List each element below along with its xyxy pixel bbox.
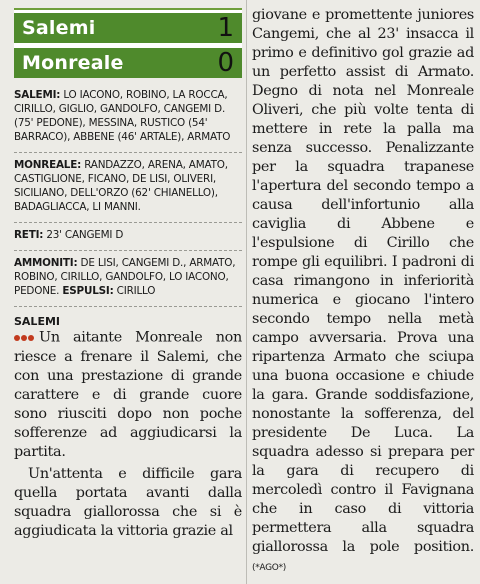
article-section-title: SALEMI xyxy=(14,315,60,328)
home-team-goals: 1 xyxy=(217,13,234,43)
salemi-lineup-label: SALEMI: xyxy=(14,89,61,101)
lineups xyxy=(14,88,242,307)
goals-line xyxy=(14,228,242,242)
sent-off-value: CIRILLO xyxy=(116,285,156,297)
article-paragraph-3-text: giovane e promettente juniores Cangemi, che al 23' insacca il primo e definitivo gol grazie ad un perfetto assist di Armato. Degno di nota nel Monreale Oliveri, che più volte tenta di mettere in rete la palla ma senza successo. Penalizzante per la squadra trapanese l'apertura del secondo tempo a causa dell'infortunio alla caviglia di Abbene e l'espulsione di Cirillo che rompe gli equilibri. I padroni di casa rimangono in inferiorità numerica e giocano l'intero secondo tempo nella metà campo avversaria. Prova una ripartenza Armato che sciupa una buona occasione e chiude la gara. Grande soddisfazione, nonostante la sofferenza, del presidente De Luca. La squadra adesso si prepara per la gara di recupero di mercoledì contro il Favignana che in caso di vittoria permettera alla squadra giallorossa la pole position. xyxy=(252,7,474,555)
article-paragraph-1-text: Un aitante Monreale non riesce a frenare il Salemi, che con una prestazione di grande carattere e di grande cuore sono riusciti dopo non poche sofferenze ad aggiudicarsi la partita. xyxy=(14,329,242,460)
lineup-divider xyxy=(14,306,242,307)
lineup-divider xyxy=(14,152,242,153)
author-signature: (*AGO*) xyxy=(252,563,286,573)
article-left-text xyxy=(14,328,242,541)
home-team-name: Salemi xyxy=(22,17,96,39)
bookings-value: DE LISI, CANGEMI D., ARMATO, ROBINO, CIRILLO, GANDOLFO, LO IACONO, PEDONE. xyxy=(14,257,236,297)
away-score-row xyxy=(14,48,242,78)
home-score-row xyxy=(14,13,242,43)
article-paragraph-3 xyxy=(252,6,474,578)
salemi-lineup-players: LO IACONO, ROBINO, LA ROCCA, CIRILLO, GIGLIO, GANDOLFO, CANGEMI D. (75' PEDONE), MESSINA, RUSTICO (54' BARRACO), ABBENE (46' ARTALE), ARMATO xyxy=(14,89,231,143)
column-divider xyxy=(246,0,247,584)
article-right-text xyxy=(252,6,474,578)
rating-dots-icon xyxy=(14,328,35,347)
bookings-line xyxy=(14,256,242,298)
salemi-lineup xyxy=(14,88,242,144)
left-column xyxy=(14,8,242,541)
bookings-label: AMMONITI: xyxy=(14,257,78,269)
away-team-name: Monreale xyxy=(22,52,124,74)
sent-off-label: ESPULSI: xyxy=(62,285,114,297)
lineup-divider xyxy=(14,222,242,223)
article-paragraph-2: Un'attenta e difficile gara quella portata avanti dalla squadra giallorossa che si è aggiudicata la vittoria grazie al xyxy=(14,465,242,539)
scoreboard xyxy=(14,8,242,78)
goals-value: 23' CANGEMI D xyxy=(46,229,124,241)
score-separator xyxy=(14,43,242,45)
right-column xyxy=(252,6,474,578)
lineup-divider xyxy=(14,250,242,251)
article-paragraph-1 xyxy=(14,328,242,462)
monreale-lineup-players: RANDAZZO, ARENA, AMATO, CASTIGLIONE, FICANO, DE LISI, OLIVERI, SICILIANO, DELL'ORZO (62' CHIANELLO), BADAGLIACCA, LI MANNI. xyxy=(14,159,228,213)
goals-label: RETI: xyxy=(14,229,44,241)
away-team-goals: 0 xyxy=(217,48,234,78)
monreale-lineup xyxy=(14,158,242,214)
monreale-lineup-label: MONREALE: xyxy=(14,159,82,171)
